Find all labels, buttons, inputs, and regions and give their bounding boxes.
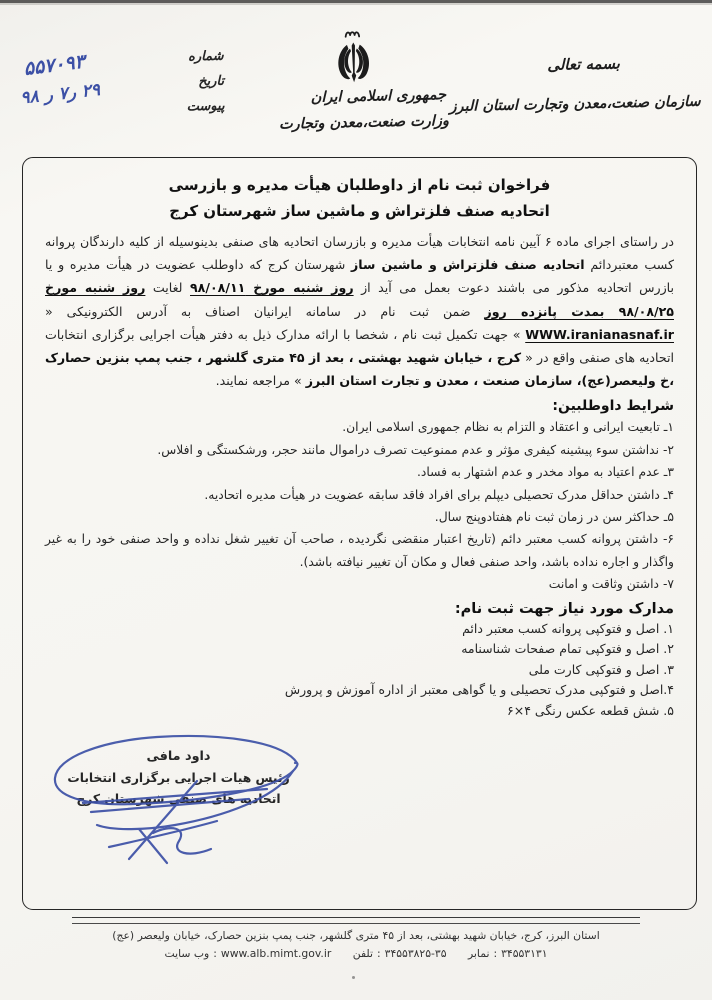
notice-body-frame — [22, 157, 697, 910]
document-item: ۲. اصل و فتوکپی تمام صفحات شناسنامه — [461, 641, 674, 657]
provincial-organization-name: سازمان صنعت،معدن وتجارت استان البرز — [449, 92, 701, 116]
footer-address: استان البرز، کرج، خیابان شهید بهشتی، بعد از ۴۵ متری گلشهر، جنب پمپ بنزین حصارک، خیابان ولیعصر (عج) — [112, 929, 600, 942]
country-name: جمهوری اسلامی ایران — [310, 86, 447, 106]
paragraph-segment: بمدت پانزده روز — [484, 303, 619, 319]
paragraph-segment: روز شنبه مورخ ۹۸/۰۸/۲۵ — [45, 280, 674, 319]
notice-title-line1: فراخوان ثبت نام از داوطلبان هیأت مدیره و بازرسی — [168, 176, 551, 194]
signer-role: رئیس هیات اجرایی برگزاری انتخابات — [67, 771, 290, 785]
phone-value: ۳۴۵۵۳۸۲۵-۳۵ — [384, 947, 447, 960]
footer-fax: نمابر : ۳۴۵۵۳۱۳۱ — [467, 947, 548, 960]
documents-heading: مدارک مورد نیاز جهت ثبت نام: — [454, 600, 674, 617]
paragraph-segment: ضمن ثبت نام در سامانه ایرانیان اصناف به آدرس الکترونیکی « — [45, 303, 485, 319]
paragraph-segment: لغایت — [145, 280, 190, 296]
paragraph-segment: » جهت تکمیل ثبت نام ، شخصا با ارائه مدارک ذیل به دفتر هیأت اجرایی برگزاری انتخابات اتحادیه های صنفی واقع در « — [45, 326, 674, 366]
website-value: www.alb.mimt.gov.ir — [220, 947, 332, 960]
signer-name: داود مافی — [146, 749, 211, 764]
paragraph-segment: WWW.iranianasnaf.ir — [525, 326, 674, 342]
document-item: ۵. شش قطعه عکس رنگی ۴×۶ — [507, 703, 674, 719]
condition-item: ۷- داشتن وثاقت و امانت — [548, 577, 674, 592]
footer-phone: تلفن : ۳۴۵۵۳۸۲۵-۳۵ — [352, 947, 447, 960]
date-label: تاریخ — [198, 73, 225, 90]
handwritten-letter-number: ۵۵۷۰۹۳ — [22, 50, 87, 81]
paragraph-segment: روز شنبه مورخ ۹۸/۰۸/۱۱ — [190, 280, 354, 296]
documents-list — [45, 619, 674, 722]
ministry-name: وزارت صنعت،معدن وتجارت — [278, 112, 450, 133]
letterhead — [0, 0, 712, 162]
paragraph-segment: شهرستان کرج که داوطلب عضویت در هیأت مدیره و یا بازرس اتحادیه مذکور می باشند دعوت بعمل می آید از — [45, 257, 674, 296]
signer-organization: اتحادیه های صنفی شهرستان کرج — [76, 792, 281, 806]
notice-title-line2: اتحادیه صنف فلزتراش و ماشین ساز شهرستان کرج — [169, 202, 550, 220]
website-label: وب سایت — [164, 947, 210, 960]
conditions-heading: شرایط داوطلبین: — [552, 398, 674, 415]
document-item: ۱. اصل و فتوکپی پروانه کسب معتبر دائم — [462, 620, 674, 636]
footer-double-rule — [72, 917, 640, 924]
paragraph-segment: » مراجعه نمایند. — [215, 373, 306, 389]
phone-label: تلفن — [352, 947, 373, 960]
reference-labels — [181, 49, 225, 125]
condition-item: ۵ـ حداکثر سن در زمان ثبت نام هفتادوپنج سال. — [434, 510, 674, 525]
footer-contact-line — [0, 947, 712, 960]
conditions-list — [45, 416, 674, 595]
signature-block — [51, 749, 306, 806]
document-item: ۴.اصل و فتوکپی مدرک تحصیلی و یا گواهی معتبر از اداره آموزش و پرورش — [284, 682, 674, 698]
condition-item: ۲- نداشتن سوء پیشینه کیفری مؤثر و عدم ممنوعیت تصرف دراموال مانند حجر، ورشکستگی و افلاس. — [157, 442, 674, 457]
handwritten-date: ۲۹ ر۷ ر ۹۸ — [19, 79, 101, 109]
paragraph-segment: اتحادیه صنف فلزتراش و ماشین ساز — [351, 257, 585, 273]
condition-item: ۱ـ تابعیت ایرانی و اعتقاد و التزام به نظام جمهوری اسلامی ایران. — [342, 420, 674, 435]
bismillah-text: بسمه تعالی — [547, 54, 620, 74]
iran-emblem — [329, 26, 378, 97]
paragraph-segment: در راستای اجرای ماده ۶ آیین نامه انتخابات هیأت مدیره و بازرسان اتحادیه های صنفی بدینوسیله از کلیه دارندگان پروانه کسب معتبردائم — [45, 234, 675, 273]
attachment-label: پیوست — [186, 98, 225, 115]
condition-item: ۴ـ داشتن حداقل مدرک تحصیلی دیپلم برای افراد فاقد سابقه عضویت در هیأت مدیره اتحادیه. — [204, 487, 674, 502]
fax-value: ۳۴۵۵۳۱۳۱ — [501, 947, 548, 960]
scan-dot-artifact — [352, 976, 355, 979]
footer-website: وب سایت : www.alb.mimt.gov.ir — [164, 947, 332, 960]
document-item: ۳. اصل و فتوکپی کارت ملی — [528, 661, 674, 677]
paragraph-segment: کرج ، خیابان شهید بهشتی ، بعد از ۴۵ متری گلشهر ، جنب پمپ بنزین حصارک ،خ ولیعصر(عج)، سازمان صنعت ، معدن و تجارت استان البرز — [45, 350, 674, 389]
fax-label: نمابر — [467, 947, 490, 960]
condition-item: ۶- داشتن پروانه کسب معتبر دائم (تاریخ اعتبار منقضی نگردیده ، صاحب آن تغییر شغل نداده و واحد صنفی خود را به غیر واگذار و اجاره نداده باشد، واحد صنفی فعال و مکان آن تغییر نیافته باشد). — [45, 532, 674, 569]
number-label: شماره — [187, 48, 224, 65]
notice-paragraph — [45, 230, 674, 392]
condition-item: ۳ـ عدم اعتیاد به مواد مخدر و عدم اشتهار به فساد. — [417, 465, 674, 480]
